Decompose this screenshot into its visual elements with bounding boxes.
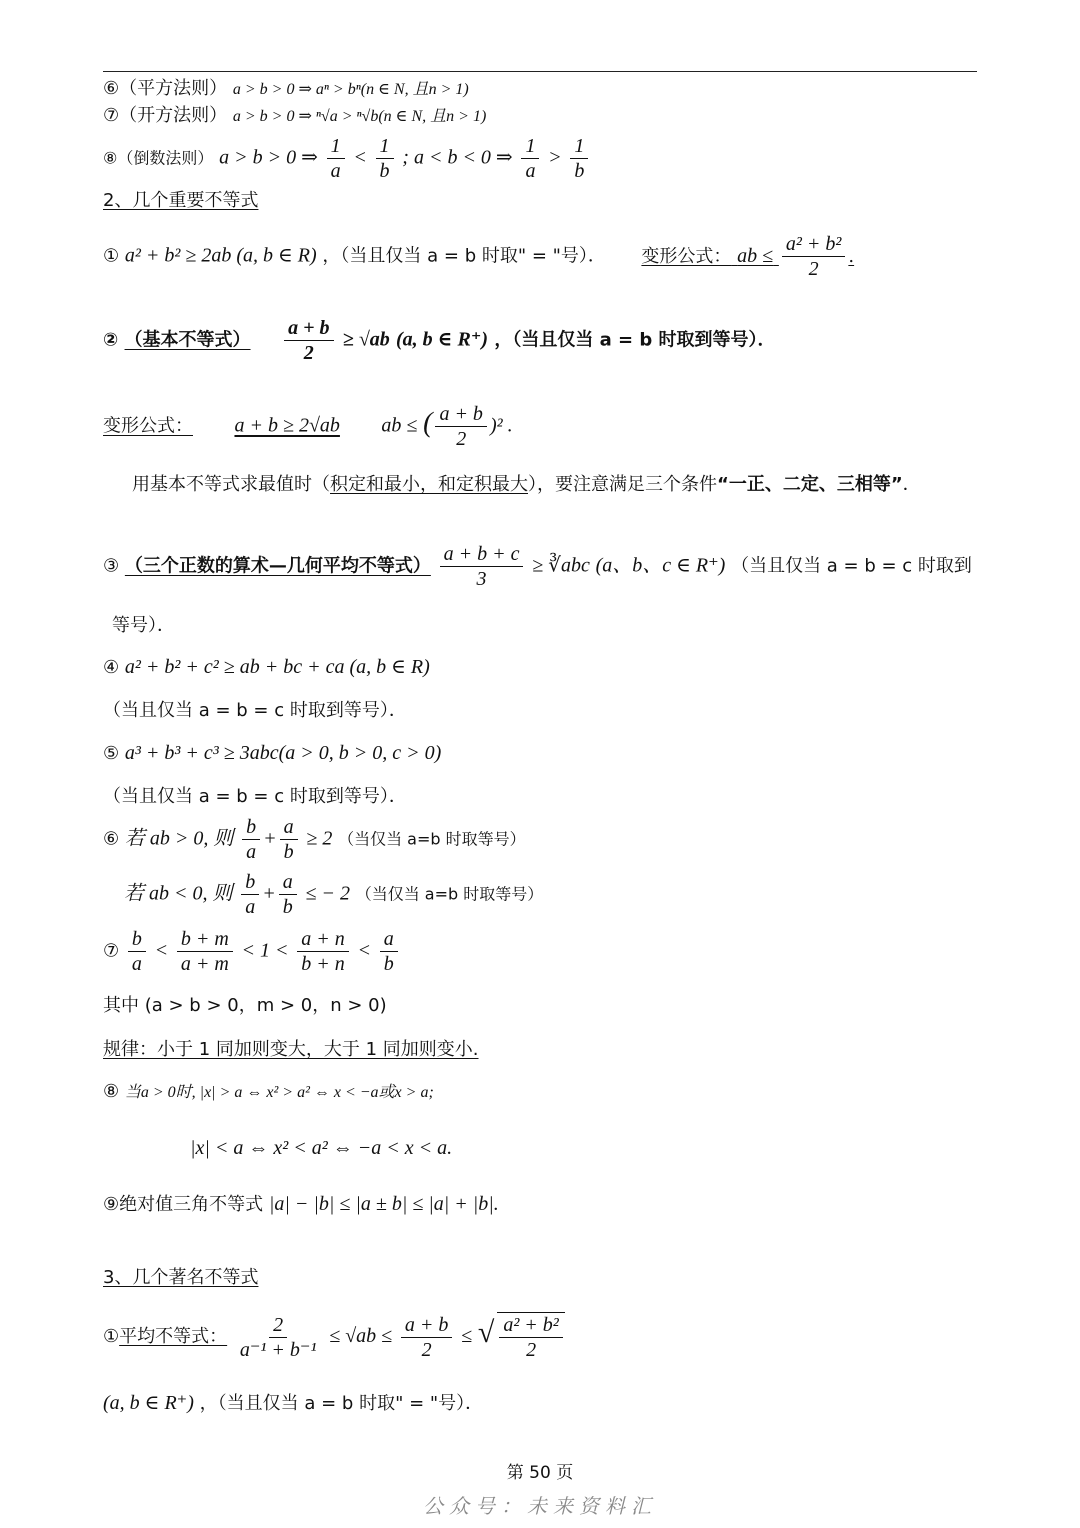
mean-inequality-cond: (a, b ∈ R⁺) ，（当且仅当 a = b 时取" = "号）． xyxy=(103,1392,484,1414)
inequality-5-cond: （当且仅当 a = b = c 时取到等号）． xyxy=(103,786,407,807)
rule-reciprocal: ⑧（倒数法则） a > b > 0 ⇒ $\frac{1}{a}$ < $\frac{1}{b}$ ; a < b < 0 ⇒ $\frac{1}{a}$ > $\frac{1}{b}$ xyxy=(103,134,591,183)
inequality-2-basic: ② （基本不等式） $\frac{a + b}{2}$ ≥ √ab (a, b ∈ R⁺) ，（当且仅当 a = b 时取到等号）． xyxy=(103,317,776,364)
section-heading-3: 3、几个著名不等式 xyxy=(103,1267,259,1288)
page-number: 第 50 页 xyxy=(506,1463,574,1483)
inequality-3-amgm: ③ （三个正数的算术—几何平均不等式） $\frac{a + b + c}{3}$ ≥ ∛abc (a、b、c ∈ R⁺) （当且仅当 a = b = c 时取到 xyxy=(103,543,972,590)
inequality-8b: |x| < a ⇔ x² < a² ⇔ −a < x < a. xyxy=(190,1137,453,1159)
inequality-8a: ⑧ 当a > 0时, |x| > a ⇔ x² > a² ⇔ x < −a或x > a; xyxy=(103,1081,434,1102)
header-rule xyxy=(103,71,977,72)
inequality-3-cont: 等号）． xyxy=(112,615,175,636)
watermark-text: 公众号：未来资料汇 xyxy=(423,1494,657,1518)
inequality-6b: 若 ab < 0, 则 $\frac{b}{a}$ + $\frac{a}{b}$ ≤ − 2 （当仅当 a=b 时取等号） xyxy=(124,871,544,918)
inequality-4: ④ a² + b² + c² ≥ ab + bc + ca (a, b ∈ R) xyxy=(103,656,430,678)
inequality-7: ⑦ $\frac{b}{a}$ < $\frac{b + m}{a + m}$ < 1 < $\frac{a + n}{b + n}$ < $\frac{a}{b}$ xyxy=(103,927,401,976)
inequality-7-cond: 其中 (a > b > 0，m > 0，n > 0) xyxy=(103,995,387,1016)
section-heading-2: 2、几个重要不等式 xyxy=(103,190,259,211)
inequality-5: ⑤ a³ + b³ + c³ ≥ 3abc(a > 0, b > 0, c > 0) xyxy=(103,742,442,764)
inequality-2-variant: 变形公式： a + b ≥ 2√ab ab ≤ ( $\frac{a + b}{2}$ )² . xyxy=(103,403,513,450)
basic-inequality-note: 用基本不等式求最值时（积定和最小，和定积最大），要注意满足三个条件“一正、二定、三相等”． xyxy=(132,474,921,495)
inequality-4-cond: （当且仅当 a = b = c 时取到等号）． xyxy=(103,700,407,721)
rule-square: ⑥（平方法则） a > b > 0 ⇒ aⁿ > bⁿ(n ∈ N, 且n > 1) xyxy=(103,78,469,99)
inequality-7-rule: 规律：小于 1 同加则变大，大于 1 同加则变小. xyxy=(103,1039,479,1060)
inequality-6a: ⑥ 若 ab > 0, 则 $\frac{b}{a}$ + $\frac{a}{b}$ ≥ 2 （当仅当 a=b 时取等号） xyxy=(103,816,526,863)
inequality-9: ⑨绝对值三角不等式 |a| − |b| ≤ |a ± b| ≤ |a| + |b|. xyxy=(103,1193,499,1215)
mean-inequality: ①平均不等式： $\frac{2}{\text{a⁻¹ + b⁻¹}}$ ≤ √ab ≤ $\frac{a + b}{2}$ ≤ √ $\frac{\text{a² + b²}}{2}$ xyxy=(103,1312,568,1362)
inequality-1: ① a² + b² ≥ 2ab (a, b ∈ R) ，（当且仅当 a = b 时取" = "号）． 变形公式： ab ≤ $\frac{\text{a² + b²}}{2}$ . xyxy=(103,233,855,280)
rule-root: ⑦（开方法则） a > b > 0 ⇒ ⁿ√a > ⁿ√b(n ∈ N, 且n > 1) xyxy=(103,105,487,126)
